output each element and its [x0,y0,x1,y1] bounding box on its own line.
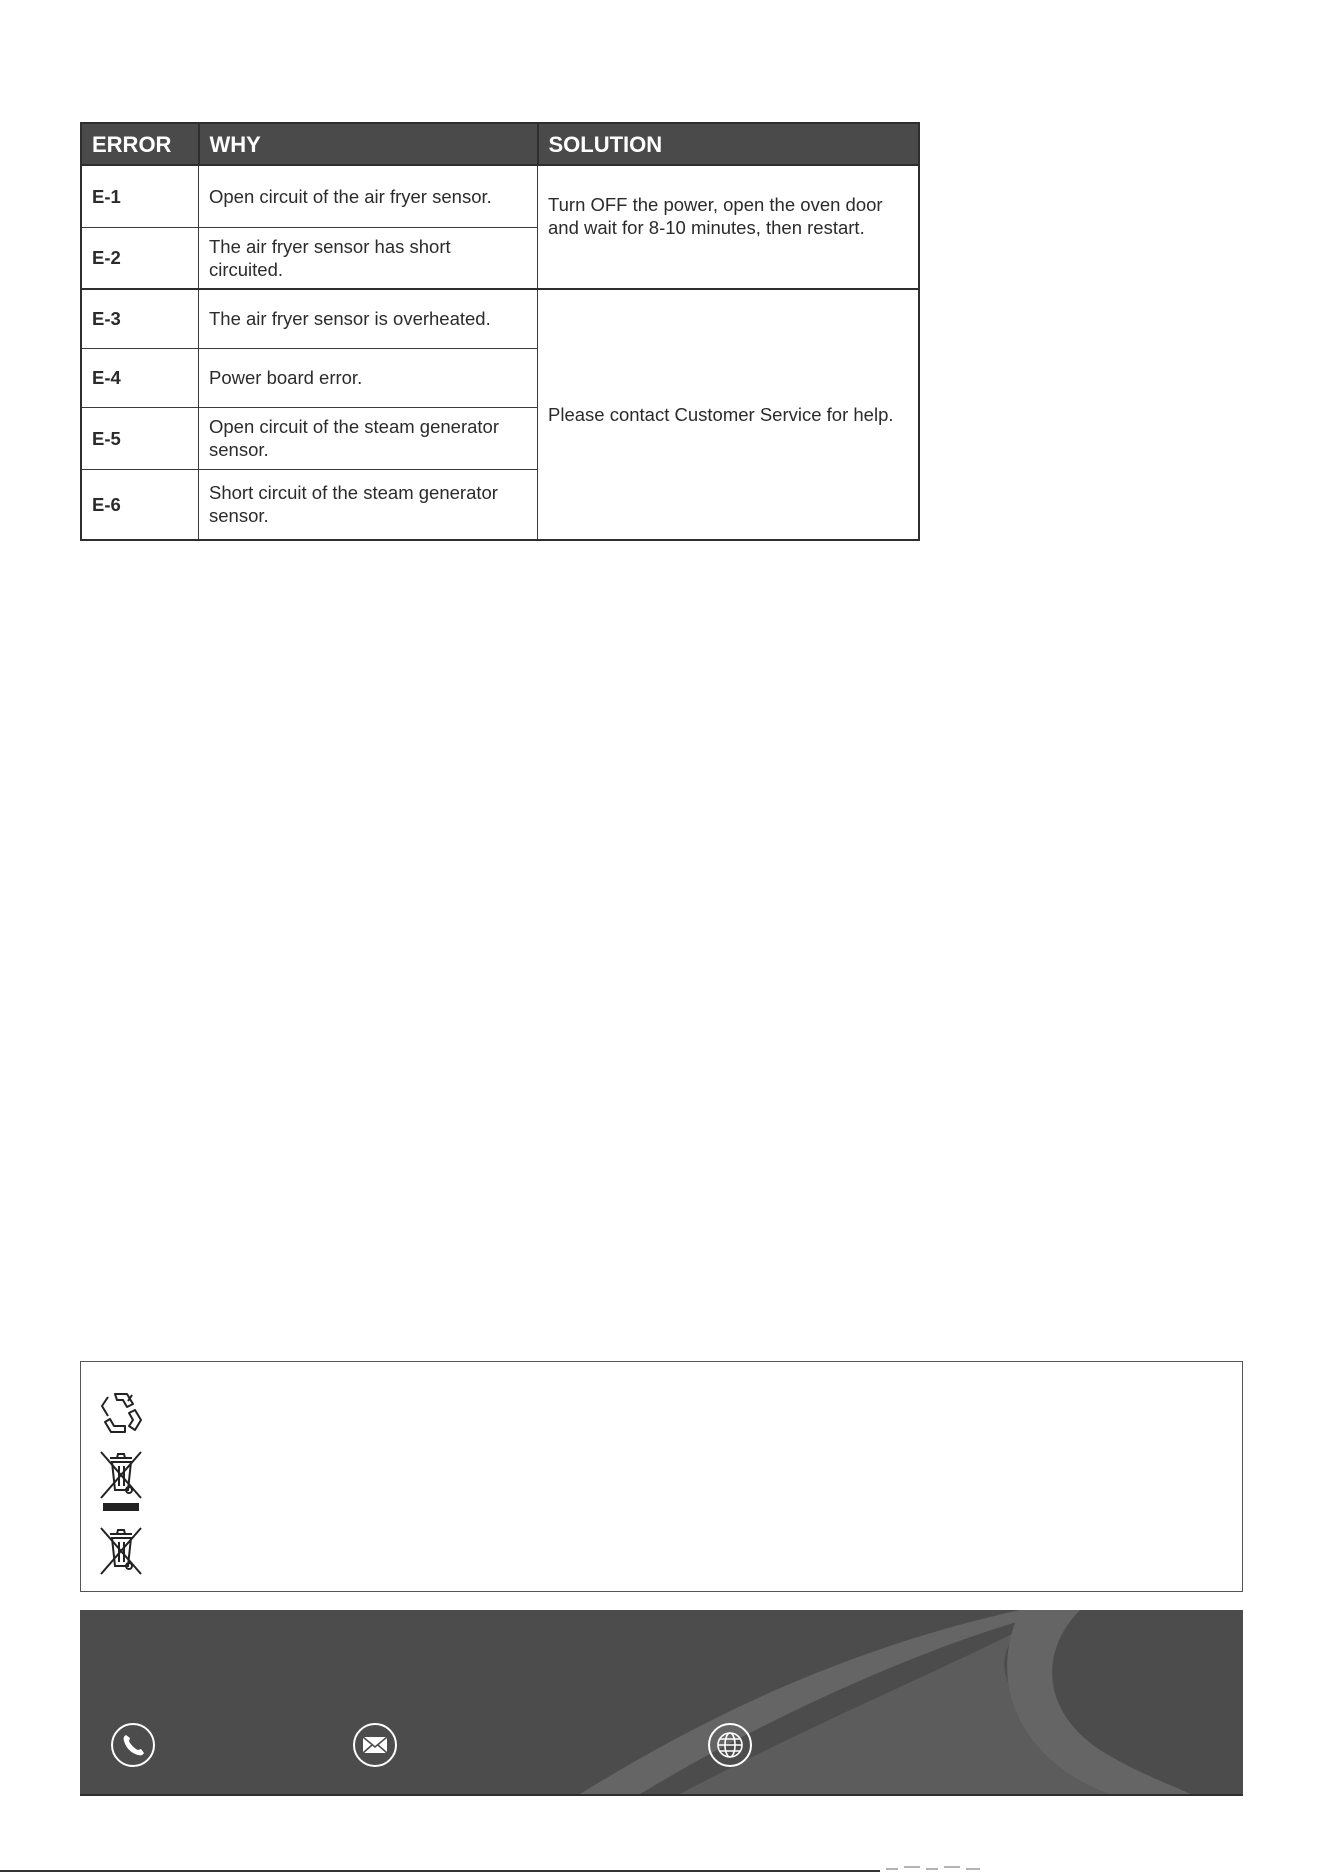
mail-icon [352,1722,398,1768]
error-cause: Power board error. [199,348,538,407]
header-solution: SOLUTION [538,123,920,165]
decorative-swoosh [80,1610,1243,1794]
error-cause: The air fryer sensor has short circuited. [199,227,538,289]
error-code: E-6 [81,469,199,540]
error-cause: Short circuit of the steam generator sensor. [199,469,538,540]
error-solution: Turn OFF the power, open the oven door and wait for 8-10 minutes, then restart. [538,165,920,289]
error-cause: Open circuit of the steam generator sensor. [199,407,538,469]
table-header-row [81,123,919,165]
page-bottom-rule [0,1870,880,1872]
disposal-info-box [80,1361,1243,1592]
error-code: E-1 [81,165,199,227]
globe-icon [707,1722,753,1768]
crossed-bin-icon [97,1524,145,1576]
error-cause: Open circuit of the air fryer sensor. [199,165,538,227]
header-why: WHY [199,123,538,165]
error-code-table [80,122,920,541]
error-cause: The air fryer sensor is overheated. [199,289,538,348]
error-code: E-4 [81,348,199,407]
print-marks [880,1866,1000,1872]
error-code: E-5 [81,407,199,469]
table-row [81,289,919,348]
recycle-icon [97,1388,145,1436]
phone-icon [110,1722,156,1768]
error-code: E-3 [81,289,199,348]
crossed-bin-with-bar-icon [97,1448,145,1512]
error-solution: Please contact Customer Service for help. [538,289,920,540]
contact-footer [80,1610,1243,1796]
header-error: ERROR [81,123,199,165]
error-code: E-2 [81,227,199,289]
table-row [81,165,919,227]
